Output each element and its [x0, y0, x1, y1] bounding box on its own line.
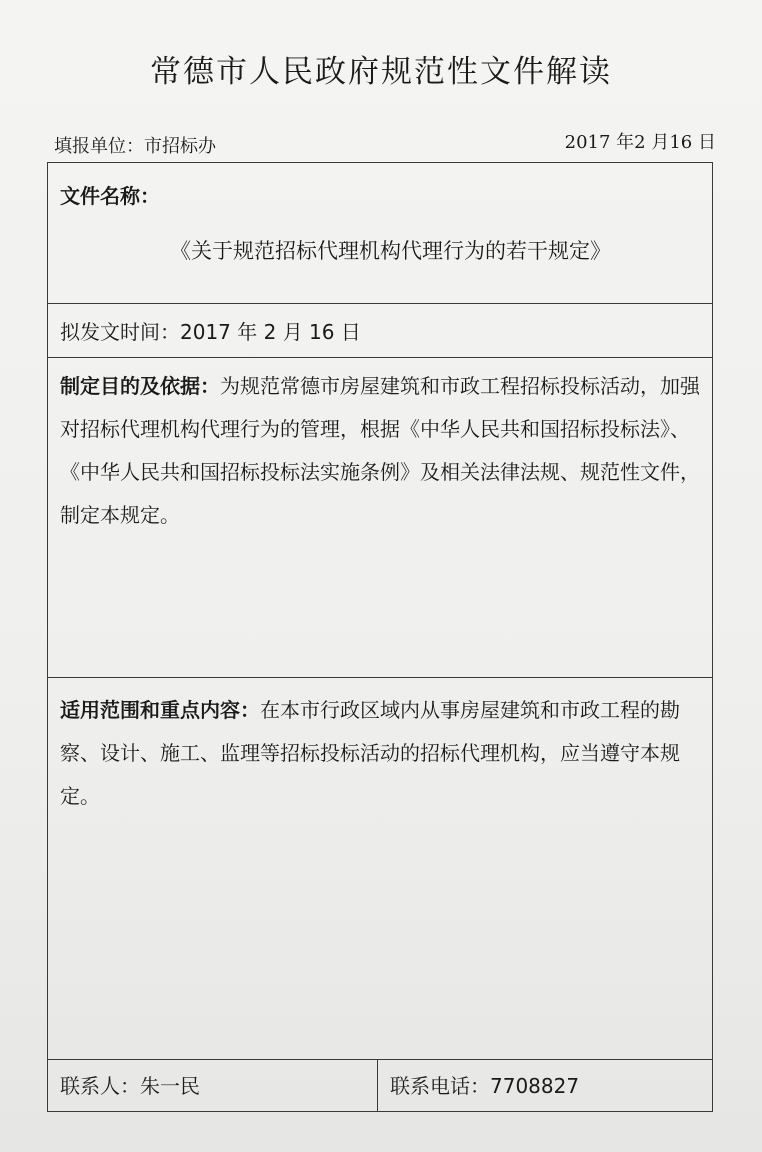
document-title: 常德市人民政府规范性文件解读 [150, 54, 612, 90]
column-divider [377, 1059, 378, 1111]
reporting-unit-label: 填报单位： [54, 136, 144, 157]
scope-label: 适用范围和重点内容： [60, 698, 260, 722]
row-divider [48, 303, 712, 304]
contact-person-label: 联系人： [60, 1074, 140, 1098]
contact-phone [390, 1067, 579, 1105]
contact-person-value: 朱一民 [140, 1074, 200, 1098]
file-name-label: 文件名称： [60, 184, 160, 208]
issue-date-label: 拟发文时间： [60, 320, 180, 344]
reporting-unit-value: 市招标办 [144, 136, 216, 157]
issue-date [60, 313, 361, 351]
file-name-value: 《关于规范招标代理机构代理行为的若干规定》 [170, 239, 611, 263]
contact-person [60, 1067, 200, 1105]
purpose-label: 制定目的及依据： [60, 374, 220, 398]
contact-phone-label: 联系电话： [390, 1074, 490, 1098]
interpretation-form [47, 162, 713, 1112]
purpose-text: 为规范常德市房屋建筑和市政工程招标投标活动，加强对招标代理机构代理行为的管理，根据《中华人民共和国招标投标法》、《中华人民共和国招标投标法实施条例》及相关法律法规、规范性文件，制定本规定。 [60, 374, 700, 527]
report-date: 2017 年2 月16 日 [564, 132, 716, 153]
row-divider [48, 677, 712, 678]
row-divider [48, 357, 712, 358]
contact-phone-value: 7708827 [490, 1074, 580, 1098]
scope-section [60, 689, 700, 818]
scope-text: 在本市行政区域内从事房屋建筑和市政工程的勘察、设计、施工、监理等招标投标活动的招标代理机构，应当遵守本规定。 [60, 698, 680, 808]
reporting-unit [54, 132, 216, 158]
row-divider [48, 1059, 712, 1060]
issue-date-value: 2017 年 2 月 16 日 [180, 320, 361, 344]
purpose-section [60, 365, 700, 537]
